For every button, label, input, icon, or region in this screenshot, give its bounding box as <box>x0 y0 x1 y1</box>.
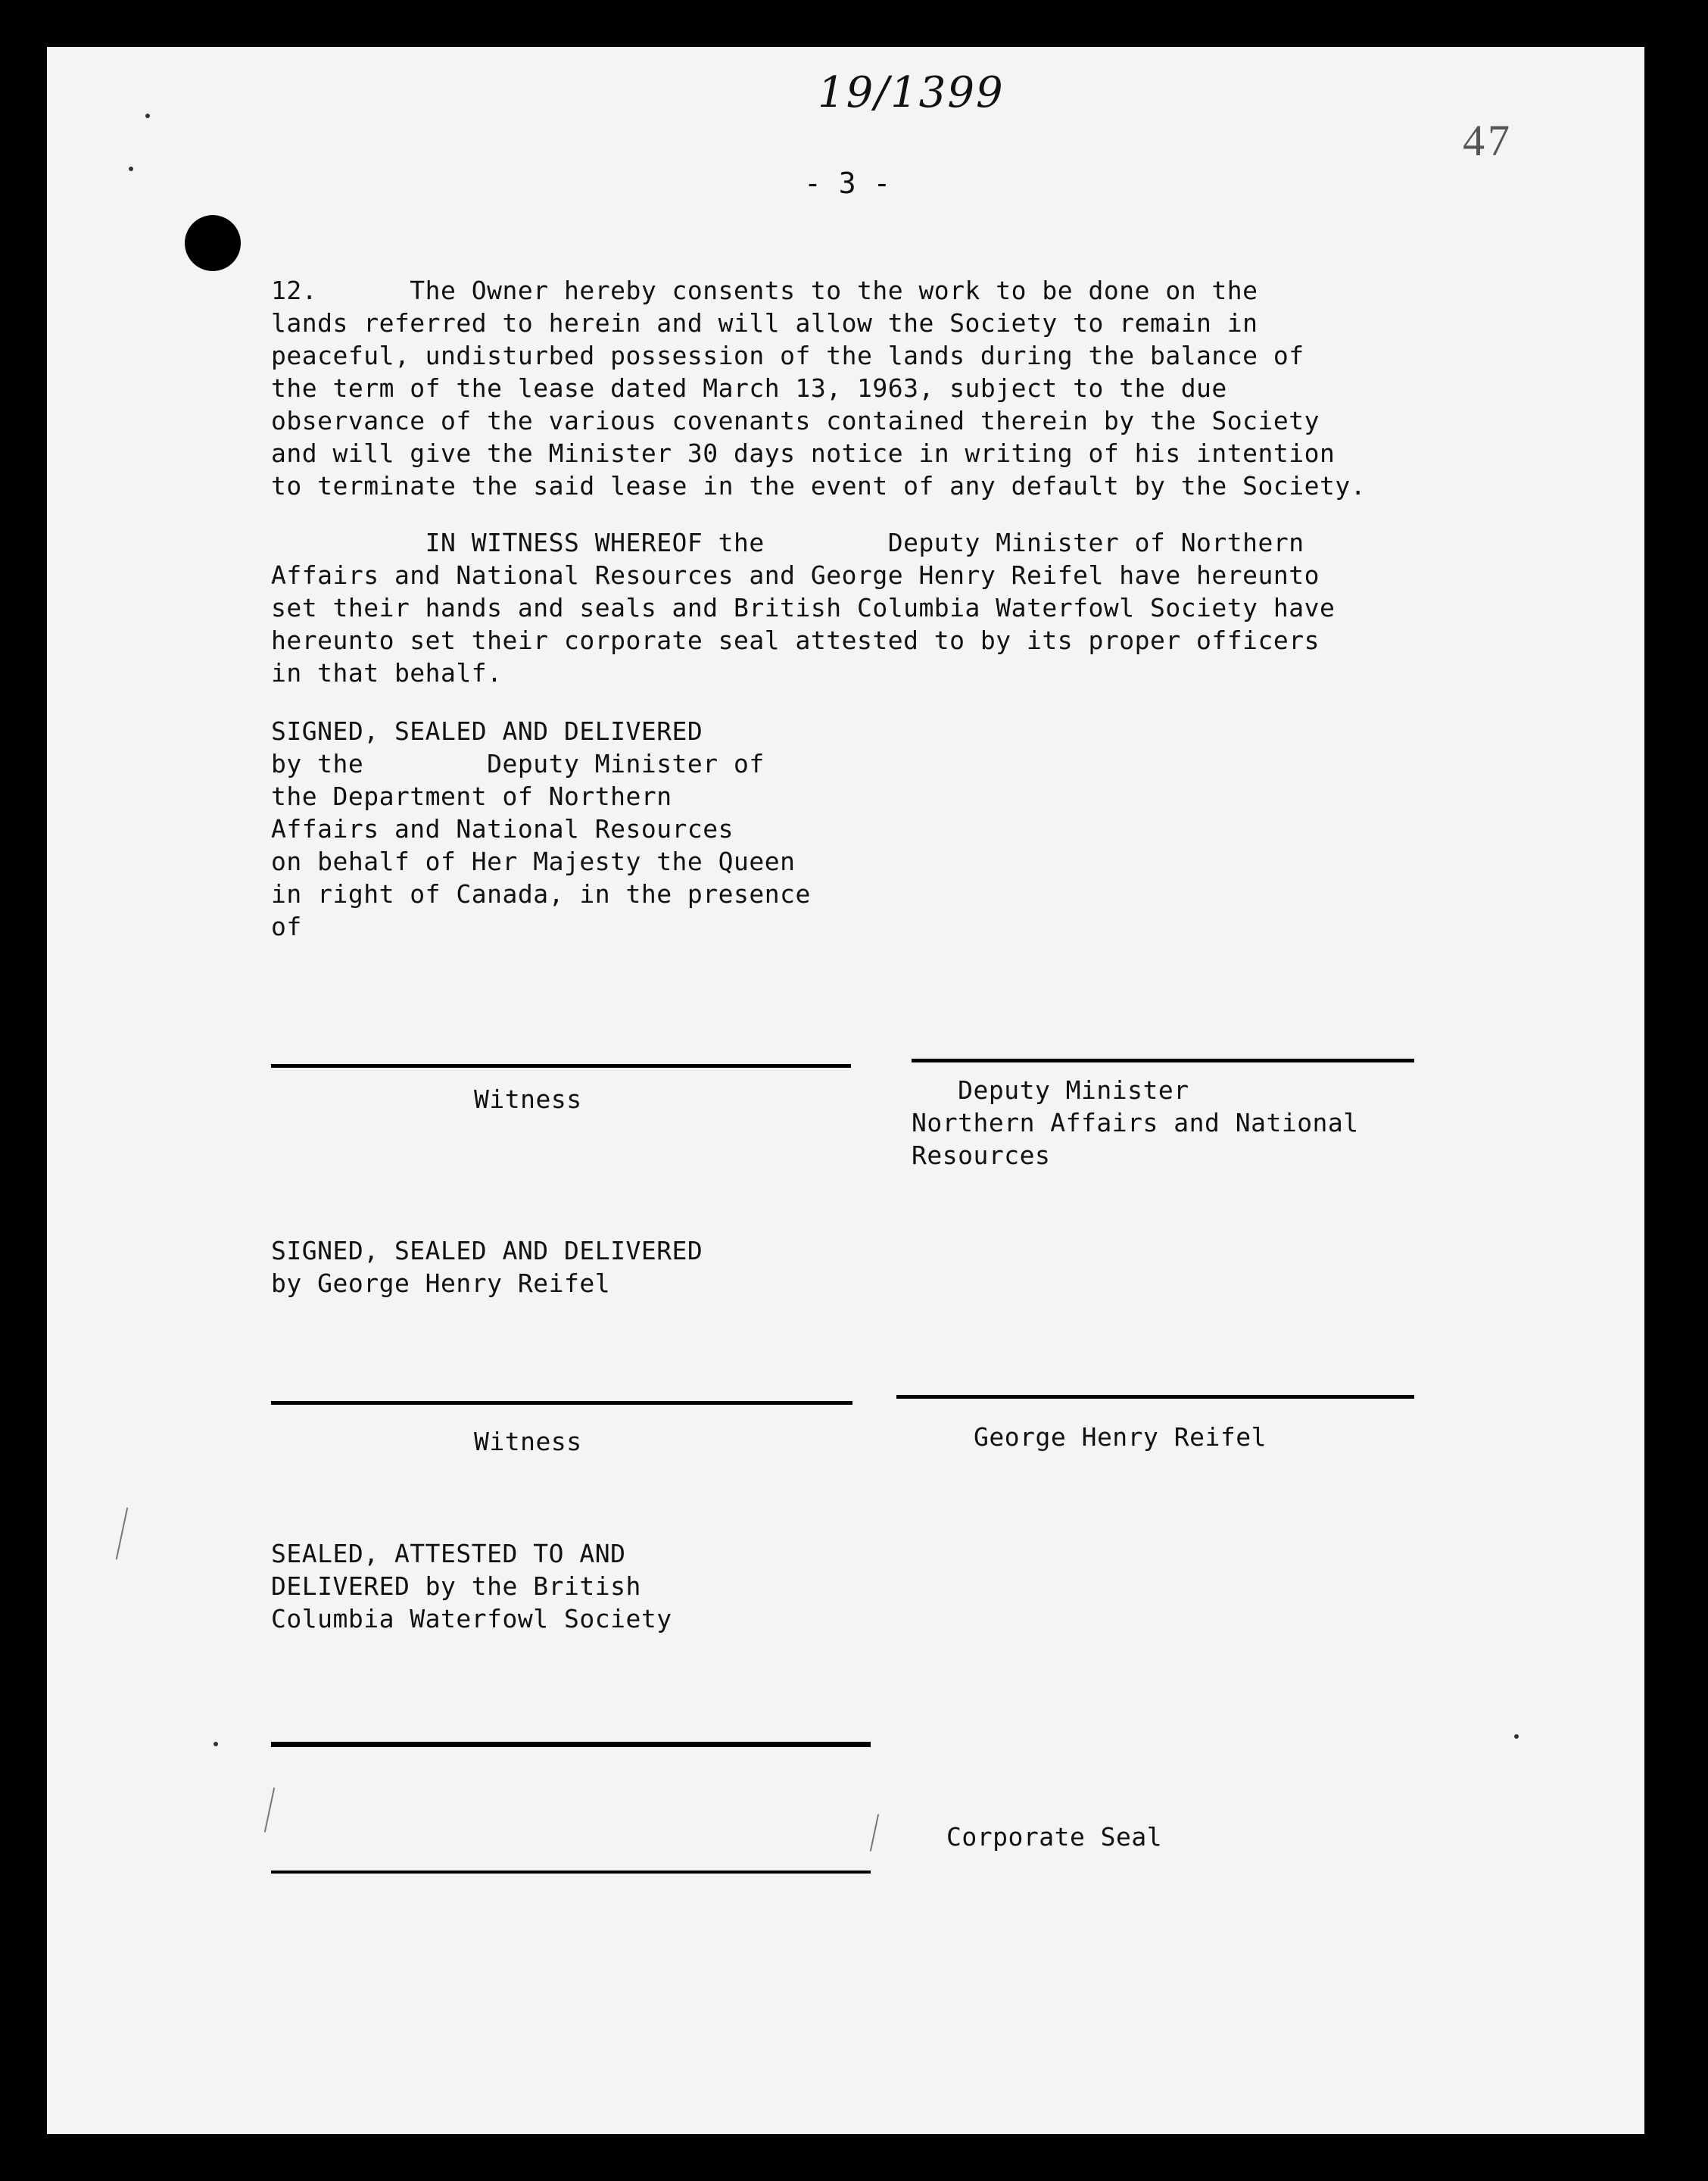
signatory-signature-line <box>896 1395 1414 1399</box>
block-line: by George Henry Reifel <box>271 1268 611 1298</box>
block-line: SEALED, ATTESTED TO AND <box>271 1539 626 1568</box>
clause-line: peaceful, undisturbed possession of the lands during the balance of <box>271 341 1304 370</box>
block-line: Affairs and National Resources <box>271 814 734 844</box>
clause-line: 12. The Owner hereby consents to the work to be done on the <box>271 276 1258 305</box>
officer-signature-line <box>271 1871 871 1874</box>
block-line: the Department of Northern <box>271 782 672 811</box>
page-number: - 3 - <box>804 167 891 200</box>
clause-line: observance of the various covenants contained therein by the Society <box>271 406 1320 435</box>
witness-clause-line: set their hands and seals and British Columbia Waterfowl Society have <box>271 593 1336 622</box>
scan-speck <box>145 114 150 118</box>
witness-signature-line <box>271 1401 852 1405</box>
signatory-name: George Henry Reifel <box>974 1422 1267 1452</box>
handwritten-file-number: 19/1399 <box>818 68 1005 117</box>
witness-label: Witness <box>474 1084 582 1114</box>
folio-number: 47 <box>1463 116 1513 165</box>
signatory-line: Resources <box>912 1140 1051 1170</box>
block-line: SIGNED, SEALED AND DELIVERED <box>271 1236 703 1265</box>
signatory-signature-line <box>912 1059 1414 1062</box>
witness-clause-line: in that behalf. <box>271 658 503 688</box>
clause-line: the term of the lease dated March 13, 1963, subject to the due <box>271 373 1227 403</box>
officer-signature-line <box>271 1742 871 1747</box>
clause-line: to terminate the said lease in the event of any default by the Society. <box>271 471 1367 501</box>
block-line: Columbia Waterfowl Society <box>271 1604 672 1633</box>
scan-speck <box>214 1742 218 1746</box>
witness-clause-line: IN WITNESS WHEREOF the Deputy Minister of Northern <box>271 528 1304 557</box>
block-line: in right of Canada, in the presence <box>271 879 811 909</box>
block-line: SIGNED, SEALED AND DELIVERED <box>271 716 703 746</box>
signatory-line: Deputy Minister <box>912 1075 1189 1105</box>
punch-hole <box>185 215 241 271</box>
clause-line: and will give the Minister 30 days notice in writing of his intention <box>271 438 1336 468</box>
witness-clause-line: Affairs and National Resources and George Henry Reifel have hereunto <box>271 560 1320 590</box>
block-line: of <box>271 912 302 941</box>
scan-speck <box>129 167 133 171</box>
scan-speck <box>1514 1734 1519 1739</box>
corporate-seal-label: Corporate Seal <box>946 1822 1163 1852</box>
block-line: DELIVERED by the British <box>271 1571 641 1601</box>
witness-clause-line: hereunto set their corporate seal attested to by its proper officers <box>271 626 1320 655</box>
block-line: on behalf of Her Majesty the Queen <box>271 847 796 876</box>
clause-line: lands referred to herein and will allow the Society to remain in <box>271 308 1258 338</box>
witness-signature-line <box>271 1064 851 1068</box>
witness-label: Witness <box>474 1427 582 1456</box>
block-line: by the Deputy Minister of <box>271 749 765 778</box>
signatory-line: Northern Affairs and National <box>912 1108 1359 1137</box>
